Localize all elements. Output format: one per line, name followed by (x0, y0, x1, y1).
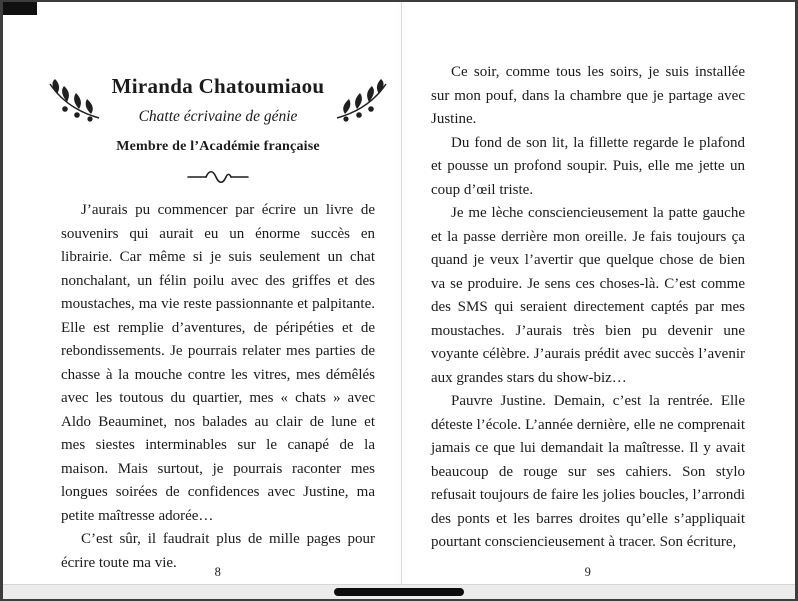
paragraph: Ce soir, comme tous les soirs, je suis installée sur mon pouf, dans la chambre que je partage avec Justine. (431, 64, 745, 127)
paragraph: Pauvre Justine. Demain, c’est la rentrée. Elle déteste l’école. L’année dernière, elle ne comprenait jamais ce que lui demandait la maîtresse. Il y avait beaucoup de rouge sur ses cahiers. Son stylo refusait toujours de faire les jolies boucles, l’arrondi des ponts et les barres droites qu’elle s’appliquait pourtant consciencieusement à tracer. Son écriture, (431, 393, 745, 550)
squiggle-divider-icon (61, 170, 375, 183)
right-page (431, 2, 745, 599)
paragraph: Je me lèche consciencieusement la patte gauche et la passe derrière mon oreille. Je fais toujours ça quand je veux l’avertir que quelque chose de bien va se produire. Je sens ces choses-là. C’est comme des SMS qui seraient directement captés par mes moustaches. J’aurais très bien pu devenir une voyante célèbre. J’aurais prédit avec succès l’avenir aux grandes stars du show-biz… (431, 205, 745, 386)
right-page-text (431, 61, 745, 555)
membership-line: Membre de l’Académie française (116, 139, 320, 154)
page-gutter (401, 2, 402, 585)
page-title: Miranda Chatoumiaou (111, 74, 325, 98)
page-subtitle: Chatte écrivaine de génie (138, 108, 298, 125)
page-number-left: 8 (214, 565, 222, 579)
home-indicator[interactable] (334, 588, 464, 596)
paragraph: J’aurais pu commencer par écrire un livre de souvenirs qui aurait eu un énorme succès en librairie. Car même si je suis seulement un chat nonchalant, un félin poilu avec des griffes et des moustaches, ma vie reste passionnante et palpitante. Elle est remplie d’aventures, de péripéties et de rebondissements. Je pourrais relater mes parties de chasse à la mouche contre les vitres, mes démêlés avec les toutous du quartier, mes « chats » avec Aldo Beauminet, nos balades au clair de lune et mes siestes interminables sur le canapé de la maison. Mais surtout, je pourrais raconter mes longues soirées de confidences avec Justine, ma petite maîtresse adorée… (61, 202, 375, 524)
laurel-branch-left-icon (47, 78, 101, 122)
chapter-header-text (61, 74, 375, 155)
paragraph: C’est sûr, il faudrait plus de mille pages pour écrire toute ma vie. (61, 531, 375, 571)
left-page (61, 2, 375, 599)
left-page-text (61, 199, 375, 575)
chapter-header (61, 74, 375, 155)
page-number-right: 9 (584, 565, 592, 579)
laurel-branch-right-icon (335, 78, 389, 122)
paragraph: Du fond de son lit, la fillette regarde le plafond et pousse un profond soupir. Puis, elle me jette un coup d’œil triste. (431, 134, 745, 198)
corner-tab (3, 2, 37, 15)
